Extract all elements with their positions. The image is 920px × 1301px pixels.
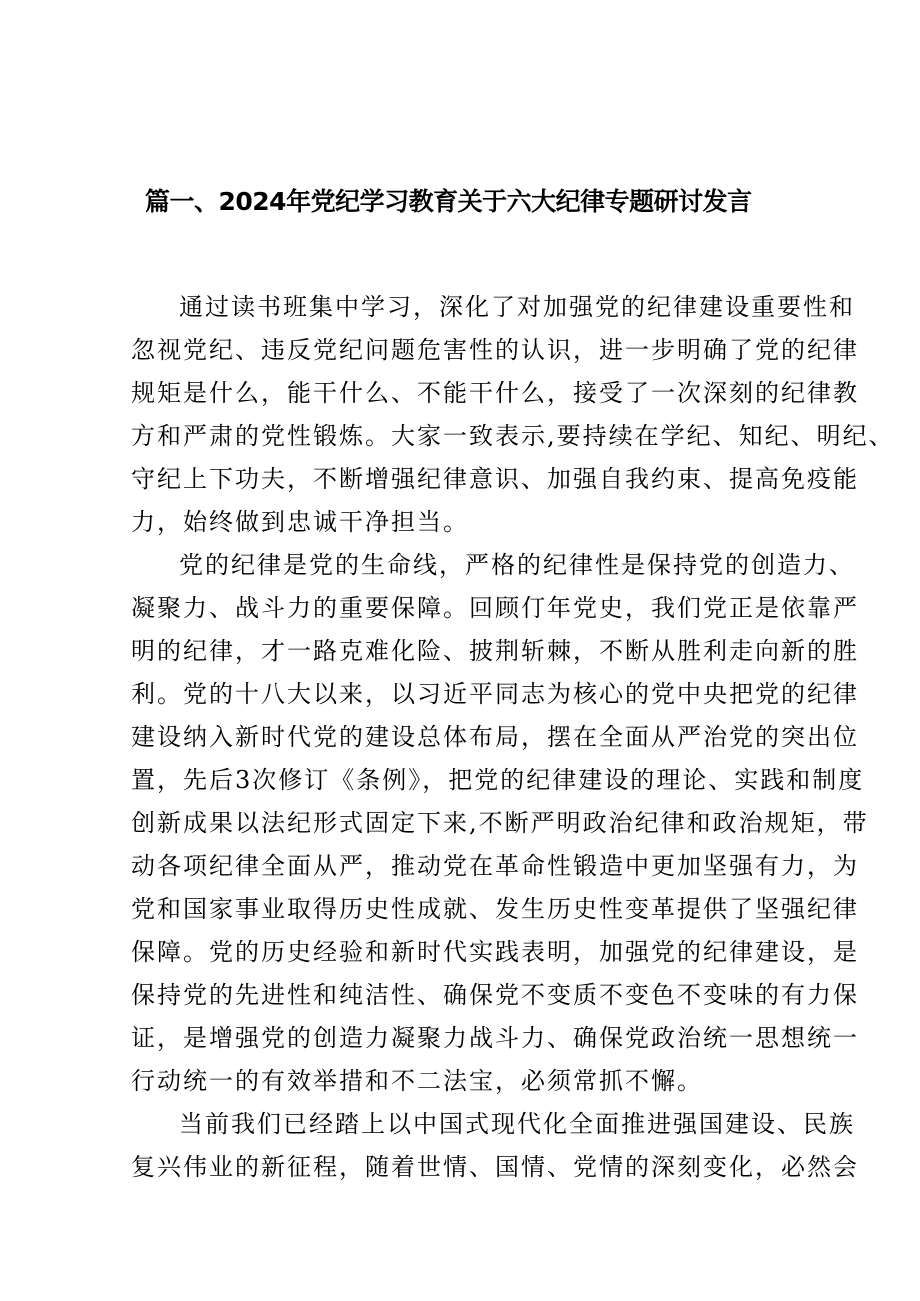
paragraph-line: 守纪上下功夫，不断增强纪律意识、加强自我约束、提高免疫能 [131,465,859,493]
paragraph-line: 党和国家事业取得历史性成就、发生历史性变革提供了坚强纪律 [131,895,859,923]
paragraph-line: 证，是增强党的创造力凝聚力战斗力、确保党政治统一思想统一 [131,1024,859,1052]
paragraph-line: 凝聚力、战斗力的重要保障。回顾仃年党史，我们党正是依靠严 [131,594,859,622]
paragraph-line: 行动统一的有效举措和不二法宝，必须常抓不懈。 [131,1067,703,1095]
paragraph-line: 通过读书班集中学习，深化了对加强党的纪律建设重要性和 [179,293,855,321]
paragraph-line: 保障。党的历史经验和新时代实践表明，加强党的纪律建设，是 [131,938,859,966]
paragraph-line: 保持党的先进性和纯洁性、确保党不变质不变色不变味的有力保 [131,981,859,1009]
paragraph-line: 力，始终做到忠诚干净担当。 [131,508,469,536]
paragraph-line: 方和严肃的党性锻炼。大家一致表示,要持续在学纪、知纪、明纪、 [131,422,895,450]
paragraph-line: 动各项纪律全面从严，推动党在革命性锻造中更加坚强有力，为 [131,852,859,880]
paragraph-line: 置，先后3次修订《条例》，把党的纪律建设的理论、实践和制度 [131,766,865,794]
paragraph-line: 复兴伟业的新征程，随着世情、国情、党情的深刻变化，必然会 [131,1153,859,1181]
paragraph-line: 当前我们已经踏上以中国式现代化全面推进强国建设、民族 [179,1110,855,1138]
paragraph-line: 创新成果以法纪形式固定下来,不断严明政治纪律和政治规矩，带 [131,809,869,837]
paragraph-1 [131,286,895,544]
paragraph-line: 利。党的十八大以来，以习近平同志为核心的党中央把党的纪律 [131,680,859,708]
paragraph-line: 规矩是什么，能干什么、不能干什么，接受了一次深刻的纪律教 [131,379,859,407]
document-title: 篇一、2024年党纪学习教育关于六大纪律专题研讨发言 [145,187,752,216]
paragraph-line: 党的纪律是党的生命线，严格的纪律性是保持党的创造力、 [179,551,855,579]
paragraph-line: 建设纳入新时代党的建设总体布局，摆在全面从严治党的突出位 [131,723,859,751]
paragraph-line: 忽视党纪、违反党纪问题危害性的认识，进一步明确了党的纪律 [131,336,859,364]
paragraph-3 [131,1103,859,1189]
paragraph-line: 明的纪律，才一路克难化险、披荆斩棘，不断从胜利走向新的胜 [131,637,859,665]
paragraph-2 [131,544,869,1103]
